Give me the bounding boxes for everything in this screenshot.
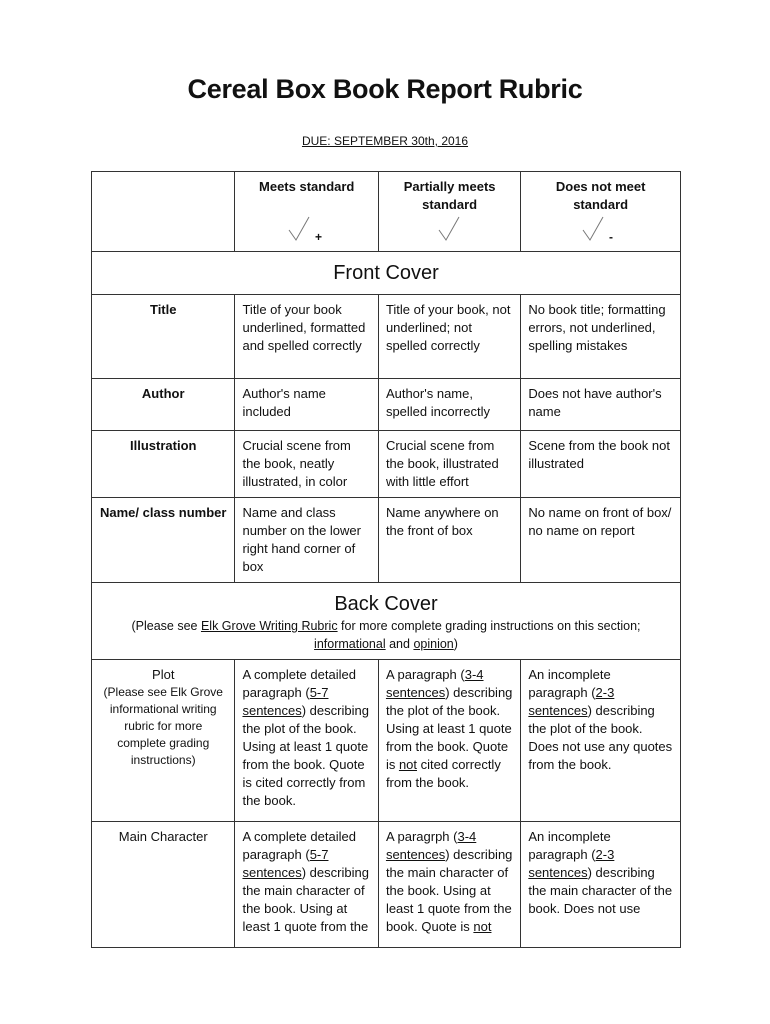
check-mark [386,214,513,244]
back-cover-section-row [92,583,681,660]
header-partial-cell [378,172,520,252]
cell-not: An incomplete paragraph (2-3 sentences) describing the main character of the book. Does not use [521,822,681,948]
cell-not: No name on front of box/ no name on report [521,498,681,583]
row-label-illustration: Illustration [92,431,235,498]
header-not: Does not meet standard [555,179,646,212]
row-label-title: Title [92,295,235,379]
row-label-main-character: Main Character [92,822,235,948]
elk-grove-rubric-link[interactable]: Elk Grove Writing Rubric [200,619,338,633]
front-cover-heading-cell [92,252,681,295]
row-label-name-class: Name/ class number [92,498,235,583]
cell-partial: Author's name, spelled incorrectly [378,379,520,431]
cell-meets: Name and class number on the lower right hand corner of box [235,498,378,583]
cell-partial: A paragrph (3-4 sentences) describing the main character of the book. Using at least 1 quote from the book. Quote is not [378,822,520,948]
cell-meets: A complete detailed paragraph (5-7 sentences) describing the main character of the book. Using at least 1 quote from the [235,822,378,948]
checkmark-icon [285,214,329,244]
table-row [92,498,681,583]
back-cover-heading-cell [92,583,681,660]
back-cover-title: Back Cover [334,593,438,615]
row-label-plot: Plot (Please see Elk Grove informational writing rubric for more complete grading instructions) [92,660,235,822]
table-row [92,379,681,431]
header-not-cell [521,172,681,252]
table-row [92,822,681,948]
opinion-link[interactable]: opinion [413,637,454,651]
cell-not: Scene from the book not illustrated [521,431,681,498]
back-cover-note: (Please see Elk Grove Writing Rubric for more complete grading instructions on this section; informational and opinion) [131,619,641,651]
table-row [92,295,681,379]
due-date: DUE: SEPTEMBER 30th, 2016 [301,134,469,148]
cell-not: No book title; formatting errors, not underlined, spelling mistakes [521,295,681,379]
header-meets: Meets standard [259,179,355,194]
header-empty-cell [92,172,235,252]
cell-meets: A complete detailed paragraph (5-7 sentences) describing the plot of the book. Using at least 1 quote from the book. Quote is cited correctly from the book. [235,660,378,822]
front-cover-section-row [92,252,681,295]
check-minus-mark [528,214,673,244]
cell-meets: Crucial scene from the book, neatly illustrated, in color [235,431,378,498]
header-row [92,172,681,252]
cell-not: Does not have author's name [521,379,681,431]
rubric-table [91,171,681,948]
cell-partial: Name anywhere on the front of box [378,498,520,583]
checkmark-icon [435,214,465,244]
row-label-author: Author [92,379,235,431]
cell-partial: Title of your book, not underlined; not spelled correctly [378,295,520,379]
cell-meets: Title of your book underlined, formatted and spelled correctly [235,295,378,379]
check-plus-mark [242,214,370,244]
table-row [92,431,681,498]
front-cover-title: Front Cover [333,262,439,284]
cell-partial: A paragraph (3-4 sentences) describing the plot of the book. Using at least 1 quote from the book. Quote is not cited correctly from the book. [378,660,520,822]
header-partial: Partially meets standard [403,179,496,212]
informational-link[interactable]: informational [314,637,386,651]
cell-meets: Author's name included [235,379,378,431]
checkmark-icon [579,214,623,244]
table-row [92,660,681,822]
plot-note: (Please see Elk Grove informational writing rubric for more complete grading instructions) [103,685,223,767]
cell-partial: Crucial scene from the book, illustrated with little effort [378,431,520,498]
svg-text:+: + [314,230,322,244]
cell-not: An incomplete paragraph (2-3 sentences) describing the plot of the book. Does not use any quotes from the book. [521,660,681,822]
page-title: Cereal Box Book Report Rubric [187,74,583,104]
svg-text:-: - [608,230,613,244]
header-meets-cell [235,172,378,252]
